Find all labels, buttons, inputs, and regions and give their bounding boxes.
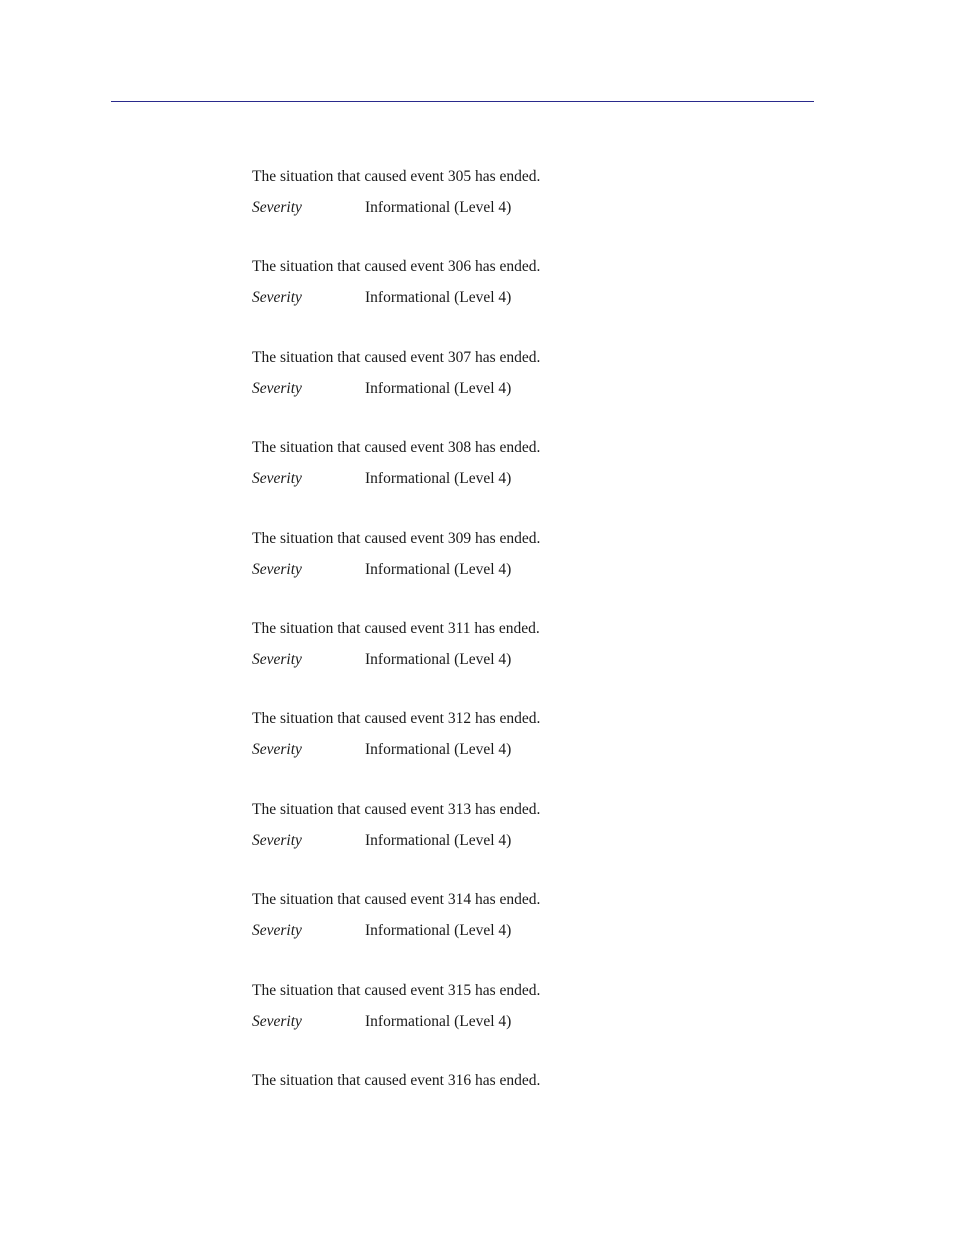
event-entry: [252, 437, 812, 527]
severity-label: Severity: [252, 199, 302, 216]
severity-label: Severity: [252, 922, 302, 940]
event-entry: [252, 980, 812, 1070]
event-entry: [252, 347, 812, 437]
severity-label: Severity: [252, 831, 302, 849]
severity-row: [252, 920, 511, 942]
severity-label: Severity: [252, 560, 302, 578]
event-description: The situation that caused event 315 has ended.: [252, 981, 541, 999]
severity-value: Informational (Level 4): [365, 831, 512, 849]
severity-label: Severity: [252, 289, 302, 307]
event-entry: [252, 889, 812, 979]
severity-label: Severity: [252, 470, 302, 488]
event-description: The situation that caused event 307 has ended.: [252, 348, 541, 366]
severity-value: Informational (Level 4): [365, 379, 512, 397]
severity-row: [252, 287, 511, 309]
severity-row: [252, 559, 511, 581]
event-description: The situation that caused event 316 has ended.: [252, 1071, 541, 1089]
severity-label: Severity: [252, 741, 302, 759]
event-description: The situation that caused event 306 has ended.: [252, 258, 541, 276]
event-entry: [252, 528, 812, 618]
severity-value: Informational (Level 4): [365, 1012, 512, 1030]
severity-value: Informational (Level 4): [365, 650, 512, 668]
event-description: The situation that caused event 313 has ended.: [252, 800, 541, 818]
event-description: The situation that caused event 314 has ended.: [252, 891, 541, 909]
event-list: [252, 166, 812, 1160]
severity-label: Severity: [252, 1012, 302, 1030]
event-description: The situation that caused event 305 has ended.: [252, 168, 541, 185]
severity-value: Informational (Level 4): [365, 560, 512, 578]
severity-row: [252, 830, 511, 852]
severity-label: Severity: [252, 379, 302, 397]
event-entry: [252, 708, 812, 798]
severity-value: Informational (Level 4): [365, 289, 512, 307]
event-entry: [252, 256, 812, 346]
event-entry: [252, 618, 812, 708]
event-entry: [252, 1070, 812, 1160]
severity-row: [252, 649, 511, 671]
event-description: The situation that caused event 311 has ended.: [252, 619, 540, 637]
severity-row: [252, 197, 511, 219]
severity-value: Informational (Level 4): [365, 199, 512, 216]
event-entry: [252, 799, 812, 889]
event-description: The situation that caused event 312 has ended.: [252, 710, 541, 728]
severity-value: Informational (Level 4): [365, 922, 512, 940]
severity-label: Severity: [252, 650, 302, 668]
severity-row: [252, 739, 511, 761]
severity-row: [252, 1011, 511, 1033]
event-entry: [252, 166, 812, 256]
severity-value: Informational (Level 4): [365, 470, 512, 488]
event-description: The situation that caused event 309 has ended.: [252, 529, 541, 547]
severity-row: [252, 378, 511, 400]
event-description: The situation that caused event 308 has ended.: [252, 439, 541, 457]
header-rule: [111, 101, 814, 102]
severity-value: Informational (Level 4): [365, 741, 512, 759]
severity-row: [252, 468, 511, 490]
